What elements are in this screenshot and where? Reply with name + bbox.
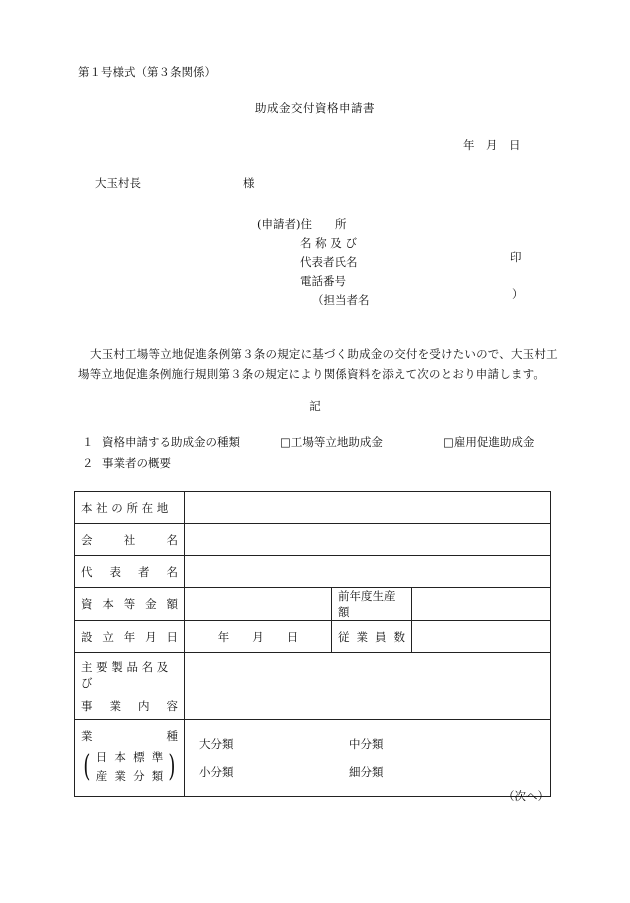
document-title: 助成金交付資格申請書 (255, 101, 375, 115)
checkbox-employment-grant[interactable]: □雇用促進助成金 (443, 435, 535, 449)
item-2 (82, 458, 171, 470)
products-field[interactable] (185, 653, 551, 720)
products-label: 主 要 製 品 名 及 び 事 業 内 容 (75, 653, 185, 720)
honorific: 様 (243, 176, 255, 190)
item-2-number: ２ (82, 456, 94, 470)
industry-label: 業 種 ( 日 本 標 準 産 業 分 類 ) (75, 720, 185, 797)
applicant-block (257, 215, 370, 310)
item-1-number: １ (82, 435, 94, 449)
table-row (75, 588, 551, 621)
table-row (75, 556, 551, 588)
detail-class-label: 細分類 (349, 765, 384, 779)
applicant-name-label: 名 称 及 び (300, 236, 357, 250)
table-row (75, 621, 551, 653)
established-field[interactable]: 年 月 日 (185, 621, 332, 653)
business-overview-table (74, 491, 551, 797)
ki-heading: 記 (309, 399, 321, 413)
checkbox-factory-grant[interactable]: □工場等立地助成金 (280, 435, 383, 449)
addressee: 大玉村長 (95, 176, 141, 190)
applicant-address-label: (申請者)住 所 (257, 217, 347, 231)
industry-field[interactable] (185, 720, 551, 797)
prev-production-field[interactable] (412, 588, 551, 621)
middle-class-label: 中分類 (349, 737, 384, 751)
hq-address-label: 本 社 の 所 在 地 (75, 492, 185, 524)
established-label: 設 立 年 月 日 (75, 621, 185, 653)
applicant-rep-label: 代表者氏名 (300, 255, 358, 269)
item-1-label: 資格申請する助成金の種類 (102, 435, 240, 449)
capital-field[interactable] (185, 588, 332, 621)
hq-address-field[interactable] (185, 492, 551, 524)
form-number: 第１号様式（第３条関係） (78, 65, 216, 79)
representative-field[interactable] (185, 556, 551, 588)
contact-close-paren: ） (512, 287, 524, 301)
applicant-phone-label: 電話番号 (300, 274, 346, 288)
item-2-label: 事業者の概要 (102, 456, 171, 470)
minor-class-label: 小分類 (199, 765, 234, 779)
table-row (75, 492, 551, 524)
table-row (75, 524, 551, 556)
item-1 (82, 437, 240, 449)
employees-field[interactable] (412, 621, 551, 653)
seal-mark: 印 (510, 250, 522, 264)
major-class-label: 大分類 (199, 737, 234, 751)
jsic-bracket: ( 日 本 標 準 産 業 分 類 ) (83, 749, 176, 784)
next-page-note: （次へ） (503, 789, 549, 803)
employees-label: 従 業 員 数 (332, 621, 412, 653)
table-row (75, 720, 551, 797)
capital-label: 資 本 等 金 額 (75, 588, 185, 621)
table-row (75, 653, 551, 720)
prev-production-label: 前年度生産額 (332, 588, 412, 621)
representative-label: 代 表 者 名 (75, 556, 185, 588)
company-name-label: 会 社 名 (75, 524, 185, 556)
application-statement: 大玉村工場等立地促進条例第３条の規定に基づく助成金の交付を受けたいので、大玉村工場等立地促進条例施行規則第３条の規定により関係資料を添えて次のとおり申請します。 (78, 347, 558, 381)
date-line: 年 月 日 (463, 138, 521, 152)
applicant-contact-label: （担当者名 (312, 293, 370, 307)
company-name-field[interactable] (185, 524, 551, 556)
